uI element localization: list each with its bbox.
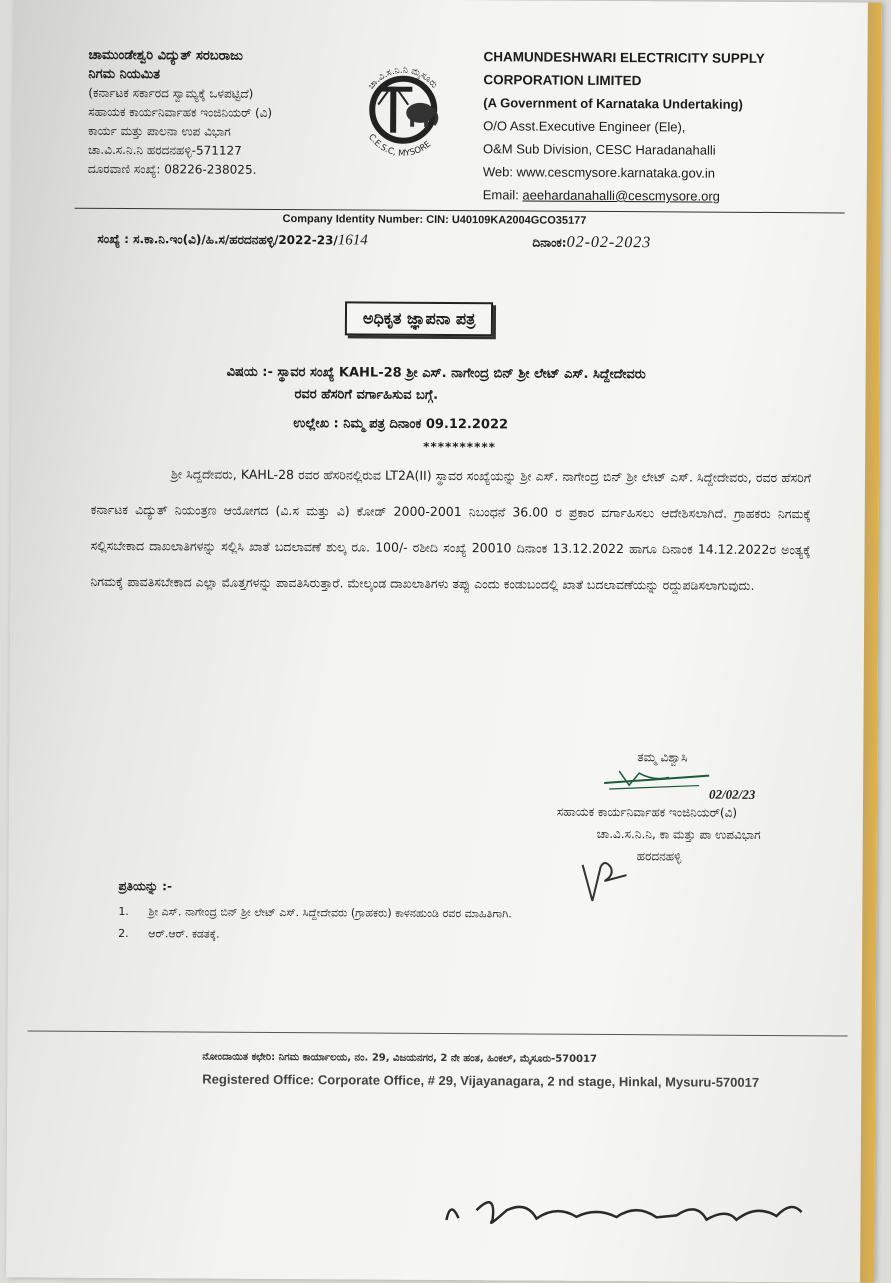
document-title: ಅಧಿಕೃತ ಜ್ಞಾಪನಾ ಪತ್ರ	[345, 301, 494, 336]
copies-heading: ಪ್ರತಿಯನ್ನು :-	[118, 879, 173, 894]
copies-list	[118, 901, 512, 947]
office-en: O/O Asst.Executive Engineer (Ele),	[483, 118, 686, 135]
handwritten-signature-icon	[436, 1180, 816, 1242]
list-item-number: 2.	[118, 927, 129, 941]
list-item	[118, 901, 512, 925]
header-kannada	[88, 46, 369, 181]
reference-number	[97, 231, 367, 250]
company-identity-number: Company Identity Number: CIN: U40109KA2004GCO35177	[282, 213, 587, 227]
org-name-en-line2: CORPORATION LIMITED	[483, 72, 642, 89]
org-name-kn-line2: ನಿಗಮ ನಿಯಮಿತ	[88, 66, 161, 83]
designation-line2: ಚಾ.ವಿ.ಸ.ನಿ.ನಿ, ಕಾ ಮತ್ತು ಪಾ ಉಪವಿಭಾಗ	[596, 826, 761, 842]
date-label: ದಿನಾಂಕ:	[532, 235, 567, 250]
header-english	[483, 45, 844, 208]
signature-date: 02/02/23	[709, 786, 756, 802]
reference-line: ಉಲ್ಲೇಖ : ನಿಮ್ಮ ಪತ್ರ ದಿನಾಂಕ 09.12.2022	[293, 416, 509, 433]
separator-stars: **********	[423, 439, 496, 455]
subdivision-en: O&M Sub Division, CESC Haradanahalli	[482, 141, 716, 158]
subdivision-kn: ಕಾರ್ಯ ಮತ್ತು ಪಾಲನಾ ಉಪ ವಿಭಾಗ	[88, 123, 231, 139]
page-edge	[860, 3, 882, 1283]
copies-block	[118, 875, 512, 947]
org-name-kn-line1: ಚಾಮುಂಡೇಶ್ವರಿ ವಿದ್ಯುತ್ ಸರಬರಾಜು	[88, 47, 243, 64]
list-item-text: ಆರ್.ಆರ್. ಕಡತಕ್ಕೆ.	[148, 927, 220, 941]
footer-address-en: Registered Office: Corporate Office, # 29, Vijayanagara, 2 nd stage, Hinkal, Mysuru-570017	[202, 1071, 760, 1090]
website-link[interactable]: Web: www.cescmysore.karnataka.gov.in	[482, 164, 716, 181]
office-kn: ಸಹಾಯಕ ಕಾರ್ಯನಿರ್ವಾಹಕ ಇಂಜಿನಿಯರ್ (ವಿ)	[88, 104, 273, 120]
subject-block	[226, 362, 806, 410]
designation-line3: ಹರದನಹಳ್ಳಿ	[636, 849, 682, 864]
address-kn: ಚಾ.ವಿ.ಸ.ನಿ.ನಿ ಹರದನಹಳ್ಳಿ-571127	[87, 142, 242, 158]
phone-kn: ದೂರವಾಣಿ ಸಂಖ್ಯೆ: 08226-238025.	[87, 161, 257, 177]
email-row	[483, 183, 843, 208]
reference-handwritten-number: 1614	[337, 232, 368, 249]
email-link[interactable]: aeehardanahalli@cescmysore.org	[522, 187, 720, 204]
email-label: Email:	[482, 187, 523, 203]
list-item	[118, 923, 512, 947]
letter-body	[90, 456, 811, 604]
subject-line1: ವಿಷಯ :- ಸ್ಥಾವರ ಸಂಖ್ಯೆ KAHL-28 ಶ್ರೀ ಎಸ್. ನಾಗೇಂದ್ರ ಬಿನ್ ಶ್ರೀ ಲೇಟ್ ಎಸ್. ಸಿದ್ದೇದೇವರು	[226, 364, 646, 383]
letter-page	[6, 0, 882, 1283]
date-handwritten: 02-02-2023	[566, 233, 652, 252]
footer-divider	[28, 1030, 848, 1036]
svg-text:C.E.S.C, MYSORE: C.E.S.C, MYSORE	[365, 132, 434, 159]
list-item-text: ಶ್ರೀ ಎಸ್. ನಾಗೇಂದ್ರ ಬಿನ್ ಶ್ರೀ ಲೇಟ್ ಎಸ್. ಸಿದ್ದೇದೇವರು (ಗ್ರಾಹಕರು) ಕಾಳನಹುಂಡಿ ರವರ ಮಾಹಿತಿಗಾಗಿ.	[148, 905, 512, 921]
body-paragraph: ಶ್ರೀ ಸಿದ್ದದೇವರು, KAHL-28 ರವರ ಹೆಸರಿನಲ್ಲಿರುವ LT2A(II) ಸ್ಥಾವರ ಸಂಖ್ಯೆಯನ್ನು ಶ್ರೀ ಎಸ್. ನಾಗೇಂದ್ರ ಬಿನ್ ಶ್ರೀ ಲೇಟ್ ಎಸ್. ಸಿದ್ದೇದೇವರು, ರವರ ಹೆಸರಿಗೆ ಕರ್ನಾಟಕ ವಿದ್ಯುತ್ ನಿಯಂತ್ರಣ ಆಯೋಗದ (ವಿ.ಸ ಮತ್ತು ವಿ) ಕೋಡ್ 2000-2001 ನಿಬಂಧನೆ 36.00 ರ ಪ್ರಕಾರ ವರ್ಗಾಹಿಸಲು ಆದೇಶಿಸಲಾಗಿದೆ. ಗ್ರಾಹಕರು ನಿಗಮಕ್ಕೆ ಸಲ್ಲಿಸಬೇಕಾದ ದಾಖಲಾತಿಗಳನ್ನು ಸಲ್ಲಿಸಿ ಖಾತೆ ಬದಲಾವಣೆ ಶುಲ್ಕ ರೂ. 100/- ರಶೀದಿ ಸಂಖ್ಯೆ 20010 ದಿನಾಂಕ 13.12.2022 ಹಾಗೂ ದಿನಾಂಕ 14.12.2022ರ ಅಂತ್ಯಕ್ಕೆ ನಿಗಮಕ್ಕೆ ಪಾವತಿಸಬೇಕಾದ ಎಲ್ಲಾ ಮೊತ್ತಗಳನ್ನು ಪಾವತಿಸಿರುತ್ತಾರೆ. ಮೇಲ್ಕಂಡ ದಾಖಲಾತಿಗಳು ತಪ್ಪು ಎಂದು ಕಂಡುಬಂದಲ್ಲಿ ಖಾತೆ ಬದಲಾವಣೆಯನ್ನು ರದ್ದುಪಡಿಸಲಾಗುವುದು.	[90, 466, 812, 593]
letter-date	[532, 234, 651, 253]
closing-regards: ತಮ್ಮ ವಿಶ್ವಾಸಿ	[637, 750, 688, 765]
reference-label: ಸಂಖ್ಯೆ : ಸ.ಕಾ.ನಿ.ಇಂ(ವಿ)/ಹಿ.ಸ/ಹರದನಹಳ್ಳಿ/2022-23/	[97, 231, 338, 248]
header-divider	[75, 208, 845, 214]
gov-undertaking-kn: (ಕರ್ನಾಟಕ ಸರ್ಕಾರದ ಸ್ವಾಮ್ಯಕ್ಕೆ ಒಳಪಟ್ಟಿದೆ)	[88, 85, 254, 101]
org-name-en-line1: CHAMUNDESHWARI ELECTRICITY SUPPLY	[483, 49, 765, 66]
list-item-number: 1.	[118, 905, 129, 919]
svg-text:ಚಾ.ವಿ.ಸ.ನಿ.ನಿ ಮೈಸೂರು: ಚಾ.ವಿ.ಸ.ನಿ.ನಿ ಮೈಸೂರು	[366, 65, 439, 92]
subject-line2: ರವರ ಹೆಸರಿಗೆ ವರ್ಗಾಹಿಸುವ ಬಗ್ಗೆ.	[294, 387, 439, 403]
footer-address-kn: ನೋಂದಾಯಿತ ಕಛೇರಿ: ನಿಗಮ ಕಾರ್ಯಾಲಯ, ನಂ. 29, ವಿಜಯನಗರ, 2 ನೇ ಹಂತ, ಹಿಂಕಲ್, ಮೈಸೂರು-570017	[202, 1051, 597, 1065]
designation-line1: ಸಹಾಯಕ ಕಾರ್ಯನಿರ್ವಾಹಕ ಇಂಜಿನಿಯರ್(ವಿ)	[556, 804, 738, 820]
signature-icon	[599, 763, 719, 794]
gov-undertaking-en: (A Government of Karnataka Undertaking)	[483, 95, 743, 112]
cesc-logo-icon	[348, 54, 459, 165]
initials-icon	[574, 853, 634, 913]
